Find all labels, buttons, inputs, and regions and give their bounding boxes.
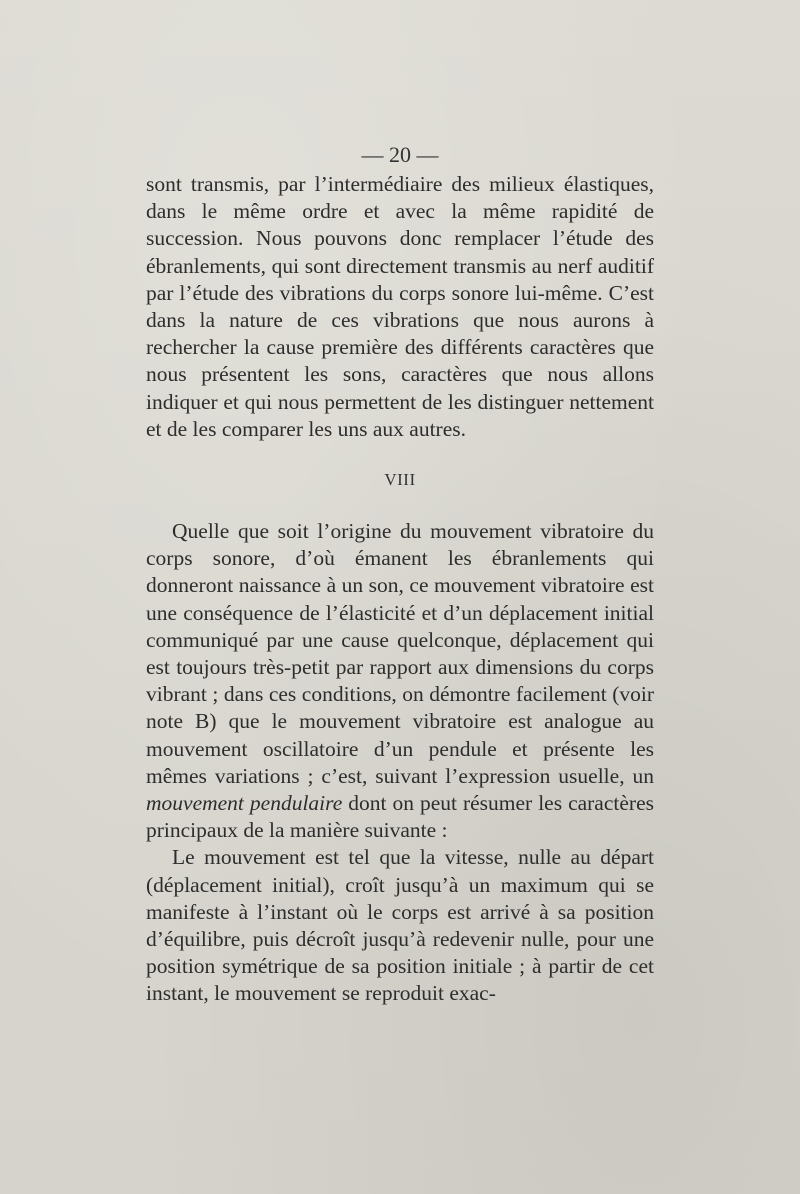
section-heading: VIII (384, 470, 416, 489)
emphasized-term: mouvement pendulaire (146, 791, 343, 816)
text-block-upper (146, 171, 654, 443)
paragraph-section-intro (146, 518, 654, 844)
paragraph-text-start: Quelle que soit l’origine du mouvement vibratoire du corps sonore, d’où émanent les ébranlements qui donneront naissance à un son, ce mouvement vibratoire est une conséquence de l’élasticité et d’un déplacement initial communiqué par une cause quelconque, déplacement qui est toujours très-petit par rapport aux dimensions du corps vibrant ; dans ces conditions, on démontre facilement (voir note B) que le mouvement vibratoire est analogue au mouvement oscillatoire d’un pendule et présente les mêmes variations ; c’est, suivant l’expression usuelle, un (146, 519, 654, 788)
page-number: — 20 — (361, 142, 439, 167)
text-block-lower (146, 518, 654, 1008)
paragraph-text-end: dont on peut résumer les caractères principaux de la manière suivante : (146, 791, 654, 843)
paragraph-continuation: sont transmis, par l’intermédiaire des milieux élastiques, dans le même ordre et avec la même rapidité de succession. Nous pouvons donc remplacer l’étude des ébranlements, qui sont directement transmis au nerf auditif par l’étude des vibrations du corps sonore lui-même. C’est dans la nature de ces vibrations que nous aurons à rechercher la cause première des différents caractères que nous présentent les sons, caractères que nous allons indiquer et qui nous permettent de les distinguer nettement et de les comparer les uns aux autres. (146, 172, 654, 441)
paragraph-motion-description: Le mouvement est tel que la vitesse, nulle au départ (déplacement initial), croît jusqu’à un maximum qui se manifeste à l’instant où le corps est arrivé à sa position d’équilibre, puis décroît jusqu’à redevenir nulle, pour une position symétrique de sa position initiale ; à partir de cet instant, le mouvement se reproduit exac- (146, 845, 654, 1006)
